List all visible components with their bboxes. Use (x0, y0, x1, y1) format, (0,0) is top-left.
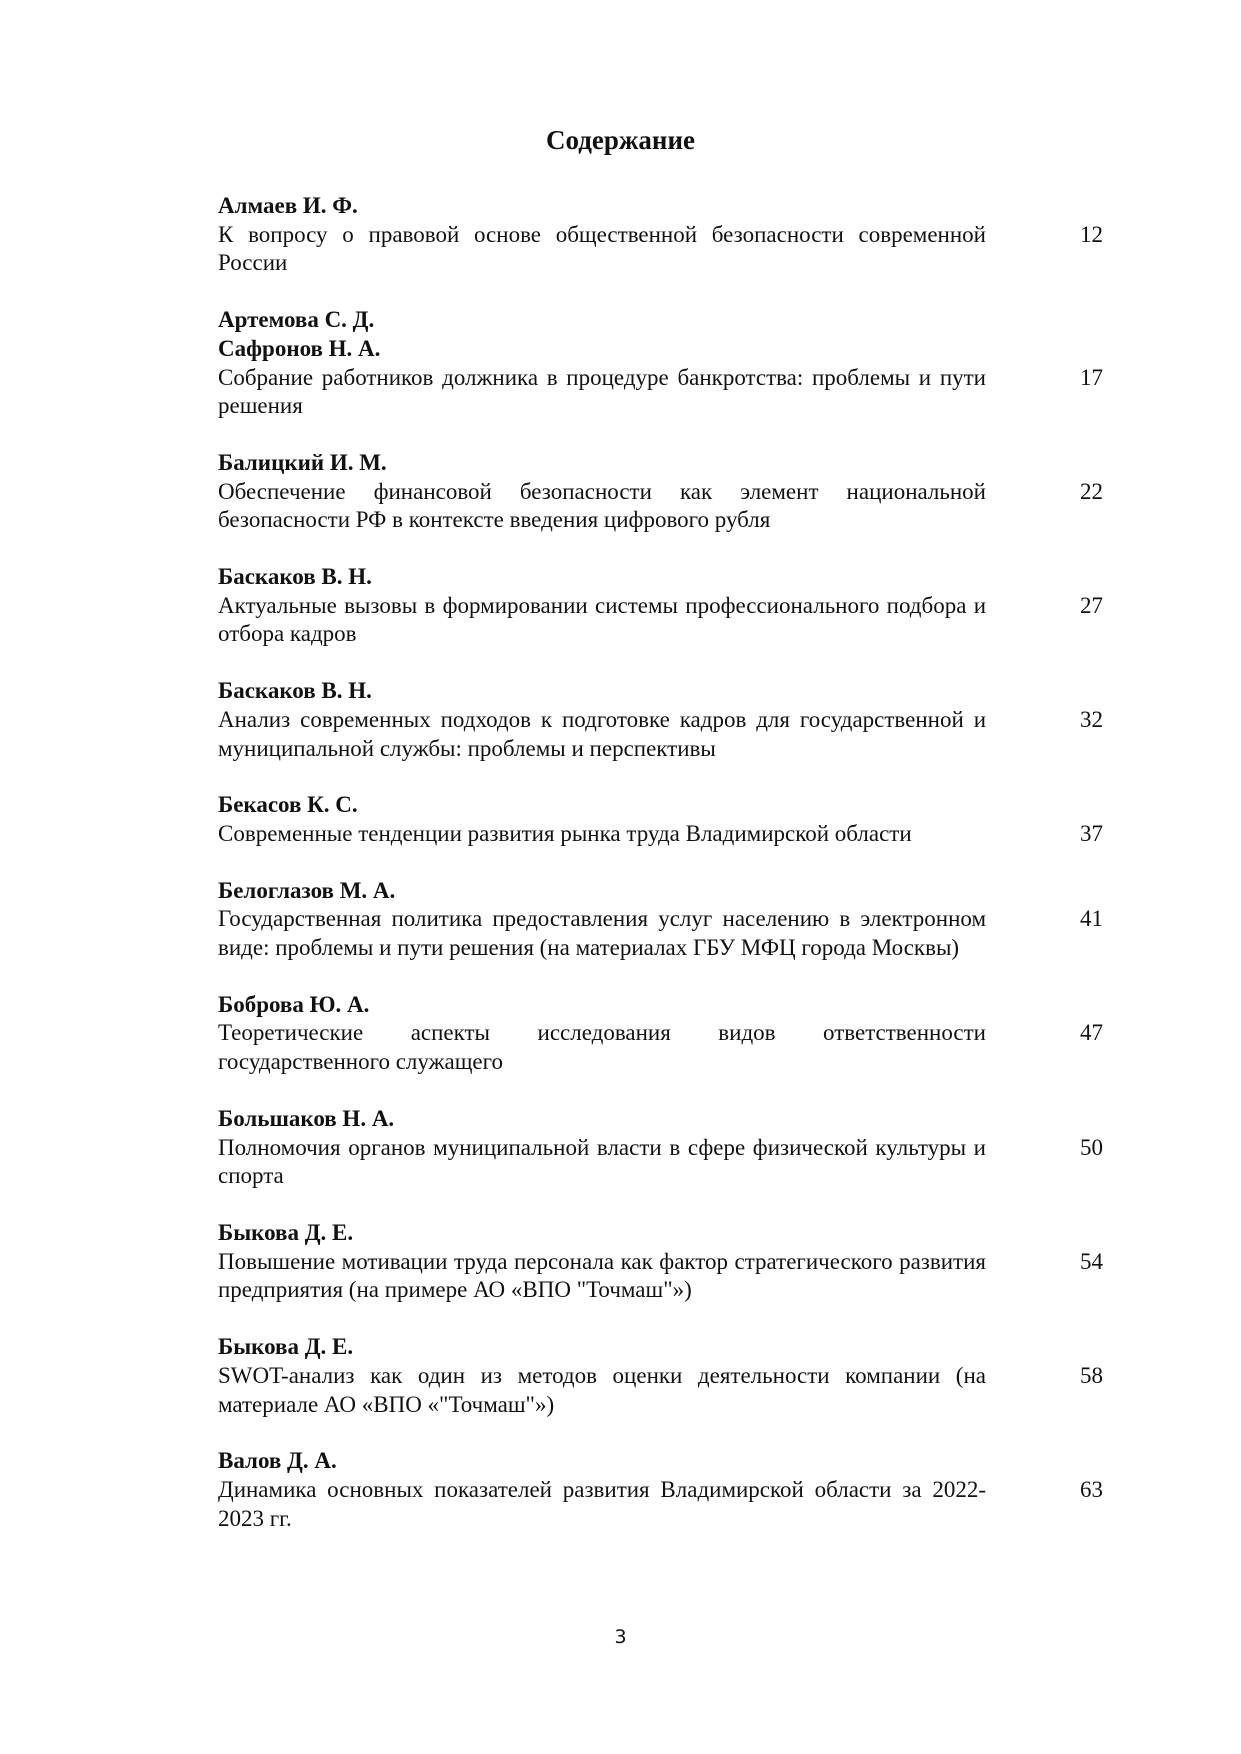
entry-author: Сафронов Н. А. (218, 335, 381, 361)
entry-page-number: 41 (1080, 906, 1103, 932)
entry-author: Баскаков В. Н. (218, 564, 372, 590)
entry-title: К вопросу о правовой основе общественной безопасности современной России (218, 221, 986, 276)
entry-author: Баскаков В. Н. (218, 678, 372, 704)
entry-title: Повышение мотивации труда персонала как фактор стратегического развития предприятия (на примере АО «ВПО "Точмаш"») (218, 1248, 986, 1303)
entry-title: Государственная политика предоставления услуг населению в электронном виде: проблемы и пути решения (на материалах ГБУ МФЦ города Москвы) (218, 906, 986, 961)
entry-author: Белоглазов М. А. (218, 877, 396, 903)
entry-author: Бекасов К. С. (218, 792, 358, 818)
toc-entry[interactable] (218, 991, 1103, 1077)
toc-entry[interactable] (218, 1333, 1103, 1419)
entry-page-number: 58 (1080, 1362, 1103, 1388)
entry-author: Артемова С. Д. (218, 307, 375, 333)
entry-page-number: 32 (1080, 706, 1103, 732)
toc-entry[interactable] (218, 563, 1103, 649)
toc-entry[interactable] (218, 877, 1103, 963)
entry-author: Балицкий И. М. (218, 449, 387, 475)
entry-title: Актуальные вызовы в формировании системы профессионального подбора и отбора кадров (218, 592, 986, 647)
entry-page-number: 37 (1080, 820, 1103, 846)
table-of-contents (218, 192, 1103, 1533)
toc-entry[interactable] (218, 791, 1103, 848)
entry-page-number: 22 (1080, 478, 1103, 504)
page-number: 3 (614, 1626, 627, 1648)
page-title: Содержание (545, 125, 696, 155)
entry-title: Полномочия органов муниципальной власти в сфере физической культуры и спорта (218, 1134, 986, 1189)
entry-page-number: 27 (1080, 592, 1103, 618)
entry-author: Быкова Д. Е. (218, 1219, 354, 1245)
toc-entry[interactable] (218, 449, 1103, 535)
entry-author: Алмаев И. Ф. (218, 193, 358, 218)
toc-entry[interactable] (218, 1219, 1103, 1305)
entry-title: Современные тенденции развития рынка труда Владимирской области (218, 820, 912, 846)
entry-page-number: 17 (1080, 364, 1103, 390)
entry-title: Динамика основных показателей развития Владимирской области за 2022-2023 гг. (218, 1476, 986, 1531)
entry-page-number: 12 (1080, 221, 1103, 247)
entry-page-number: 50 (1080, 1134, 1103, 1160)
toc-entry[interactable] (218, 192, 1103, 278)
entry-page-number: 47 (1080, 1020, 1103, 1046)
toc-entry[interactable] (218, 306, 1103, 421)
toc-entry[interactable] (218, 1447, 1103, 1533)
entry-title: Теоретические аспекты исследования видов ответственности государственного служащего (218, 1020, 986, 1075)
entry-author: Быкова Д. Е. (218, 1334, 354, 1360)
entry-title: Обеспечение финансовой безопасности как элемент национальной безопасности РФ в контексте введения цифрового рубля (218, 478, 986, 533)
toc-entry[interactable] (218, 1105, 1103, 1191)
entry-author: Валов Д. А. (218, 1448, 337, 1474)
entry-page-number: 54 (1080, 1248, 1103, 1274)
entry-title: SWOT-анализ как один из методов оценки деятельности компании (на материале АО «ВПО «"Точмаш"») (218, 1362, 986, 1417)
entry-title: Анализ современных подходов к подготовке кадров для государственной и муниципальной службы: проблемы и перспективы (218, 706, 986, 761)
entry-author: Большаков Н. А. (218, 1105, 395, 1131)
entry-author: Боброва Ю. А. (218, 991, 370, 1017)
entry-title: Собрание работников должника в процедуре банкротства: проблемы и пути решения (218, 364, 986, 419)
toc-entry[interactable] (218, 677, 1103, 763)
entry-page-number: 63 (1080, 1476, 1103, 1502)
